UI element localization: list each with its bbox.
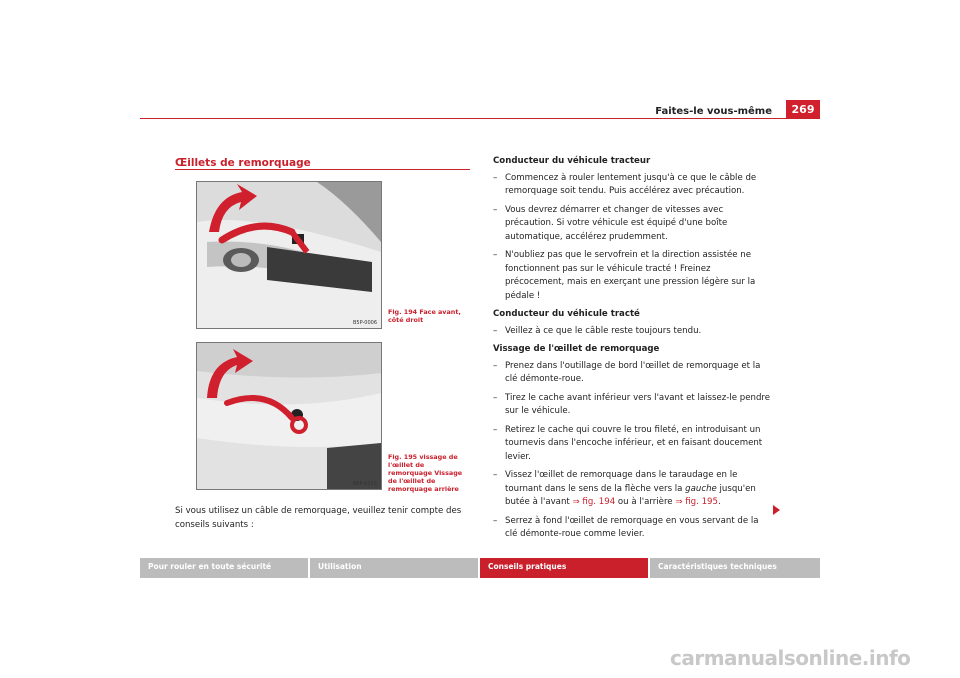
- list-item: – Vissez l'œillet de remorquage dans le taraudage en le tournant dans le sens de la flèche vers la gauche jusqu'en butée à l'avant ⇒ fig. 194 ou à l'arrière ⇒ fig. 195.: [493, 470, 756, 507]
- watermark: carmanualsonline.info: [670, 646, 911, 670]
- page-number: 269: [786, 100, 820, 119]
- figure-194-caption: Fig. 194 Face avant, côté droit: [388, 308, 461, 324]
- list-item: – Veillez à ce que le câble reste toujours tendu.: [493, 325, 702, 336]
- section-title: Œillets de remorquage: [175, 157, 311, 169]
- instructions-column: [493, 155, 771, 547]
- figure-194-image: [196, 181, 382, 329]
- footer-tab-safety[interactable]: Pour rouler en toute sécurité: [140, 558, 308, 578]
- running-title: Faites-le vous-même: [655, 106, 772, 117]
- header-rule: [140, 118, 820, 119]
- list-item: – Prenez dans l'outillage de bord l'œillet de remorquage et la clé démonte-roue.: [493, 360, 761, 384]
- list-item: – Serrez à fond l'œillet de remorquage en vous servant de la clé démonte-roue comme levier.: [493, 515, 759, 539]
- figure-195-caption: Fig. 195 vissage de l'œillet de remorquage Vissage de l'œillet de remorquage arrière: [388, 453, 463, 493]
- footer-tab-practical-tips[interactable]: Conseils pratiques: [480, 558, 648, 578]
- rear-bumper-illustration: [197, 343, 381, 489]
- screwing-heading: Vissage de l'œillet de remorquage: [493, 344, 660, 354]
- figure-code: B5P-0115: [352, 481, 377, 487]
- front-bumper-illustration: [197, 182, 381, 328]
- continue-arrow-icon: [773, 505, 780, 515]
- fig-195-link[interactable]: ⇒ fig. 195: [675, 497, 718, 507]
- list-item: – Retirez le cache qui couvre le trou fileté, en introduisant un tournevis dans l'encoche inférieur, et en faisant doucement levier.: [493, 424, 763, 462]
- towed-vehicle-heading: Conducteur du véhicule tracté: [493, 309, 640, 319]
- footer-tab-operation[interactable]: Utilisation: [310, 558, 478, 578]
- figure-code: B5P-0006: [352, 320, 377, 326]
- figure-195-image: [196, 342, 382, 490]
- list-item: – Tirez le cache avant inférieur vers l'avant et laissez-le pendre sur le véhicule.: [493, 392, 771, 416]
- list-item: – N'oubliez pas que le servofrein et la direction assistée ne fonctionnent pas sur le véhicule tracté ! Freinez précocement, mais en exerçant une pression légère sur la pédale !: [493, 250, 756, 301]
- fig-194-link[interactable]: ⇒ fig. 194: [572, 497, 616, 507]
- towing-vehicle-heading: Conducteur du véhicule tracteur: [493, 156, 651, 166]
- footer-tab-technical-data[interactable]: Caractéristiques techniques: [650, 558, 820, 578]
- section-rule: [175, 169, 470, 170]
- intro-paragraph: Si vous utilisez un câble de remorquage, veuillez tenir compte des conseils suivants :: [175, 506, 462, 530]
- list-item: – Vous devrez démarrer et changer de vitesses avec précaution. Si votre véhicule est équipé d'une boîte automatique, accélérez prudemment.: [493, 204, 728, 242]
- list-item: – Commencez à rouler lentement jusqu'à ce que le câble de remorquage soit tendu. Puis accélérez avec précaution.: [493, 172, 757, 196]
